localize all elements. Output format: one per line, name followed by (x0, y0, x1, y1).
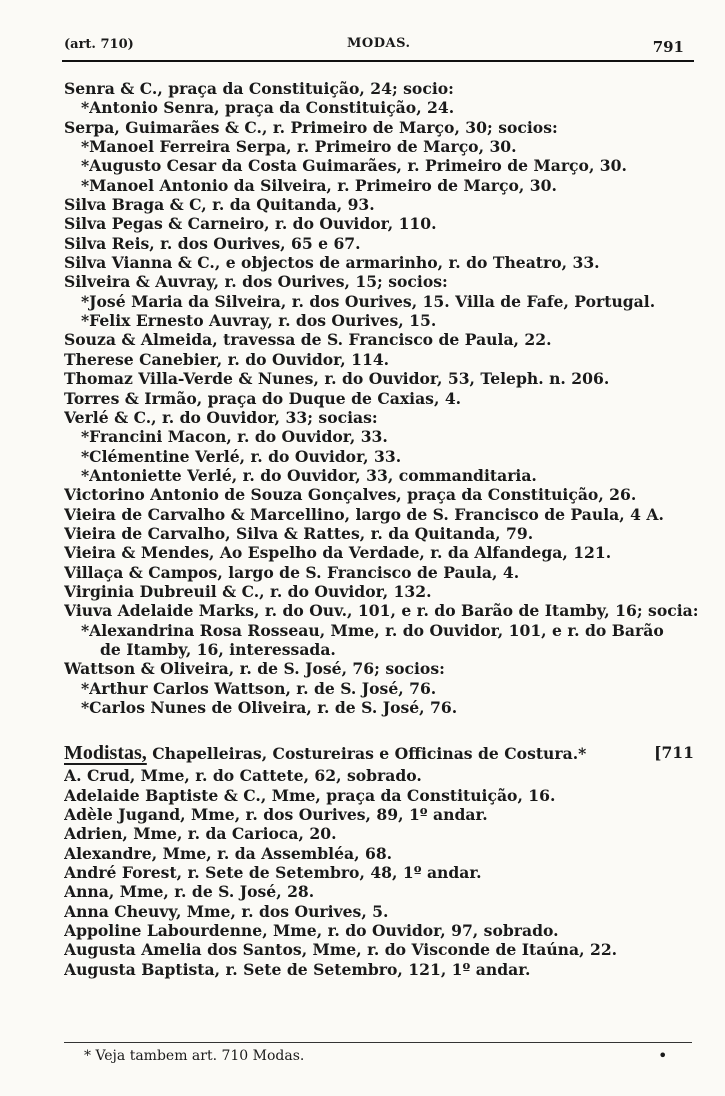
entry-line: Augusta Baptista, r. Sete de Setembro, 121, 1º andar. (64, 959, 531, 979)
page-number: 791 (652, 38, 684, 56)
entries-list (64, 79, 704, 979)
entry-line: Silva Braga & C, r. da Quitanda, 93. (64, 195, 375, 215)
entry-line: *Francini Macon, r. do Ouvidor, 33. (81, 427, 388, 447)
entry-line: Therese Canebier, r. do Ouvidor, 114. (64, 349, 390, 369)
entry-line: Vieira de Carvalho & Marcellino, largo de S. Francisco de Paula, 4 A. (64, 504, 664, 524)
entry-line: Senra & C., praça da Constituição, 24; socio: (64, 79, 454, 98)
entry-line: *Clémentine Verlé, r. do Ouvidor, 33. (81, 446, 402, 466)
modistas-entries (64, 766, 704, 979)
entry-line: *Arthur Carlos Wattson, r. de S. José, 76. (81, 678, 437, 698)
entry-line: Victorino Antonio de Souza Gonçalves, praça da Constituição, 26. (64, 485, 637, 505)
merchant-entries (64, 79, 704, 717)
section-gap (64, 717, 704, 742)
entry-line: Alexandre, Mme, r. da Assembléa, 68. (64, 843, 393, 863)
entry-line: Silva Reis, r. dos Ourives, 65 e 67. (64, 233, 361, 253)
entry-line: Verlé & C., r. do Ouvidor, 33; socias: (64, 407, 378, 427)
entry-line: A. Crud, Mme, r. do Cattete, 62, sobrado. (64, 766, 422, 786)
entry-line: Anna Cheuvy, Mme, r. dos Ourives, 5. (64, 901, 389, 921)
entry-line: André Forest, r. Sete de Setembro, 48, 1º andar. (64, 863, 482, 883)
entry-line: Vieira & Mendes, Ao Espelho da Verdade, r. da Alfandega, 121. (64, 543, 612, 563)
entry-line: Villaça & Campos, largo de S. Francisco de Paula, 4. (64, 562, 520, 582)
footnote: * Veja tambem art. 710 Modas. (84, 1048, 305, 1064)
footnote-rule (64, 1042, 692, 1043)
entry-line: Augusta Amelia dos Santos, Mme, r. do Visconde de Itaúna, 22. (64, 940, 618, 960)
entry-line: Torres & Irmão, praça do Duque de Caxias, 4. (64, 388, 462, 408)
entry-line: *Antoniette Verlé, r. do Ouvidor, 33, commanditaria. (81, 465, 537, 485)
section-title: Modistas, (64, 742, 147, 765)
entry-line: *Manoel Antonio da Silveira, r. Primeiro de Março, 30. (81, 175, 557, 195)
entry-line: *Augusto Cesar da Costa Guimarães, r. Primeiro de Março, 30. (81, 156, 627, 176)
entry-line: *Felix Ernesto Auvray, r. dos Ourives, 15. (81, 311, 437, 331)
entry-line: *Alexandrina Rosa Rosseau, Mme, r. do Ouvidor, 101, e r. do Barão (81, 620, 664, 640)
entry-line: Adelaide Baptiste & C., Mme, praça da Constituição, 16. (64, 785, 556, 805)
entry-line: *Antonio Senra, praça da Constituição, 24. (81, 98, 455, 118)
entry-line: Anna, Mme, r. de S. José, 28. (64, 882, 315, 902)
entry-line: Silva Vianna & C., e objectos de armarinho, r. do Theatro, 33. (64, 253, 600, 273)
entry-line: Vieira de Carvalho, Silva & Rattes, r. da Quitanda, 79. (64, 523, 534, 543)
entry-line: Adrien, Mme, r. da Carioca, 20. (64, 824, 337, 844)
entry-line: Adèle Jugand, Mme, r. dos Ourives, 89, 1º andar. (64, 805, 488, 825)
section-heading (64, 742, 704, 766)
entry-line: de Itamby, 16, interessada. (100, 639, 336, 659)
entry-line: Silva Pegas & Carneiro, r. do Ouvidor, 110. (64, 214, 437, 234)
section-subtitle: Chapelleiras, Costureiras e Officinas de Costura.* (152, 744, 587, 764)
entry-line: Thomaz Villa-Verde & Nunes, r. do Ouvidor, 53, Teleph. n. 206. (64, 369, 610, 389)
header-rule (62, 60, 694, 62)
entry-line: Wattson & Oliveira, r. de S. José, 76; socios: (64, 659, 445, 679)
running-title: MODAS. (347, 36, 411, 51)
entry-line: Silveira & Auvray, r. dos Ourives, 15; socios: (64, 272, 448, 292)
footnote-mark: • (658, 1046, 668, 1065)
page-header (64, 33, 684, 57)
section-number: [711 (654, 743, 694, 763)
entry-line: *Carlos Nunes de Oliveira, r. de S. José, 76. (81, 698, 458, 717)
entry-line: Appoline Labourdenne, Mme, r. do Ouvidor, 97, sobrado. (64, 921, 559, 941)
entry-line: Souza & Almeida, travessa de S. Francisco de Paula, 22. (64, 330, 552, 350)
article-reference: (art. 710) (64, 37, 134, 52)
entry-line: Serpa, Guimarães & C., r. Primeiro de Março, 30; socios: (64, 117, 558, 137)
entry-line: *José Maria da Silveira, r. dos Ourives, 15. Villa de Fafe, Portugal. (81, 291, 656, 311)
entry-line: Viuva Adelaide Marks, r. do Ouv., 101, e r. do Barão de Itamby, 16; socia: (64, 601, 699, 621)
entry-line: *Manoel Ferreira Serpa, r. Primeiro de Março, 30. (81, 137, 517, 157)
entry-line: Virginia Dubreuil & C., r. do Ouvidor, 132. (64, 581, 432, 601)
